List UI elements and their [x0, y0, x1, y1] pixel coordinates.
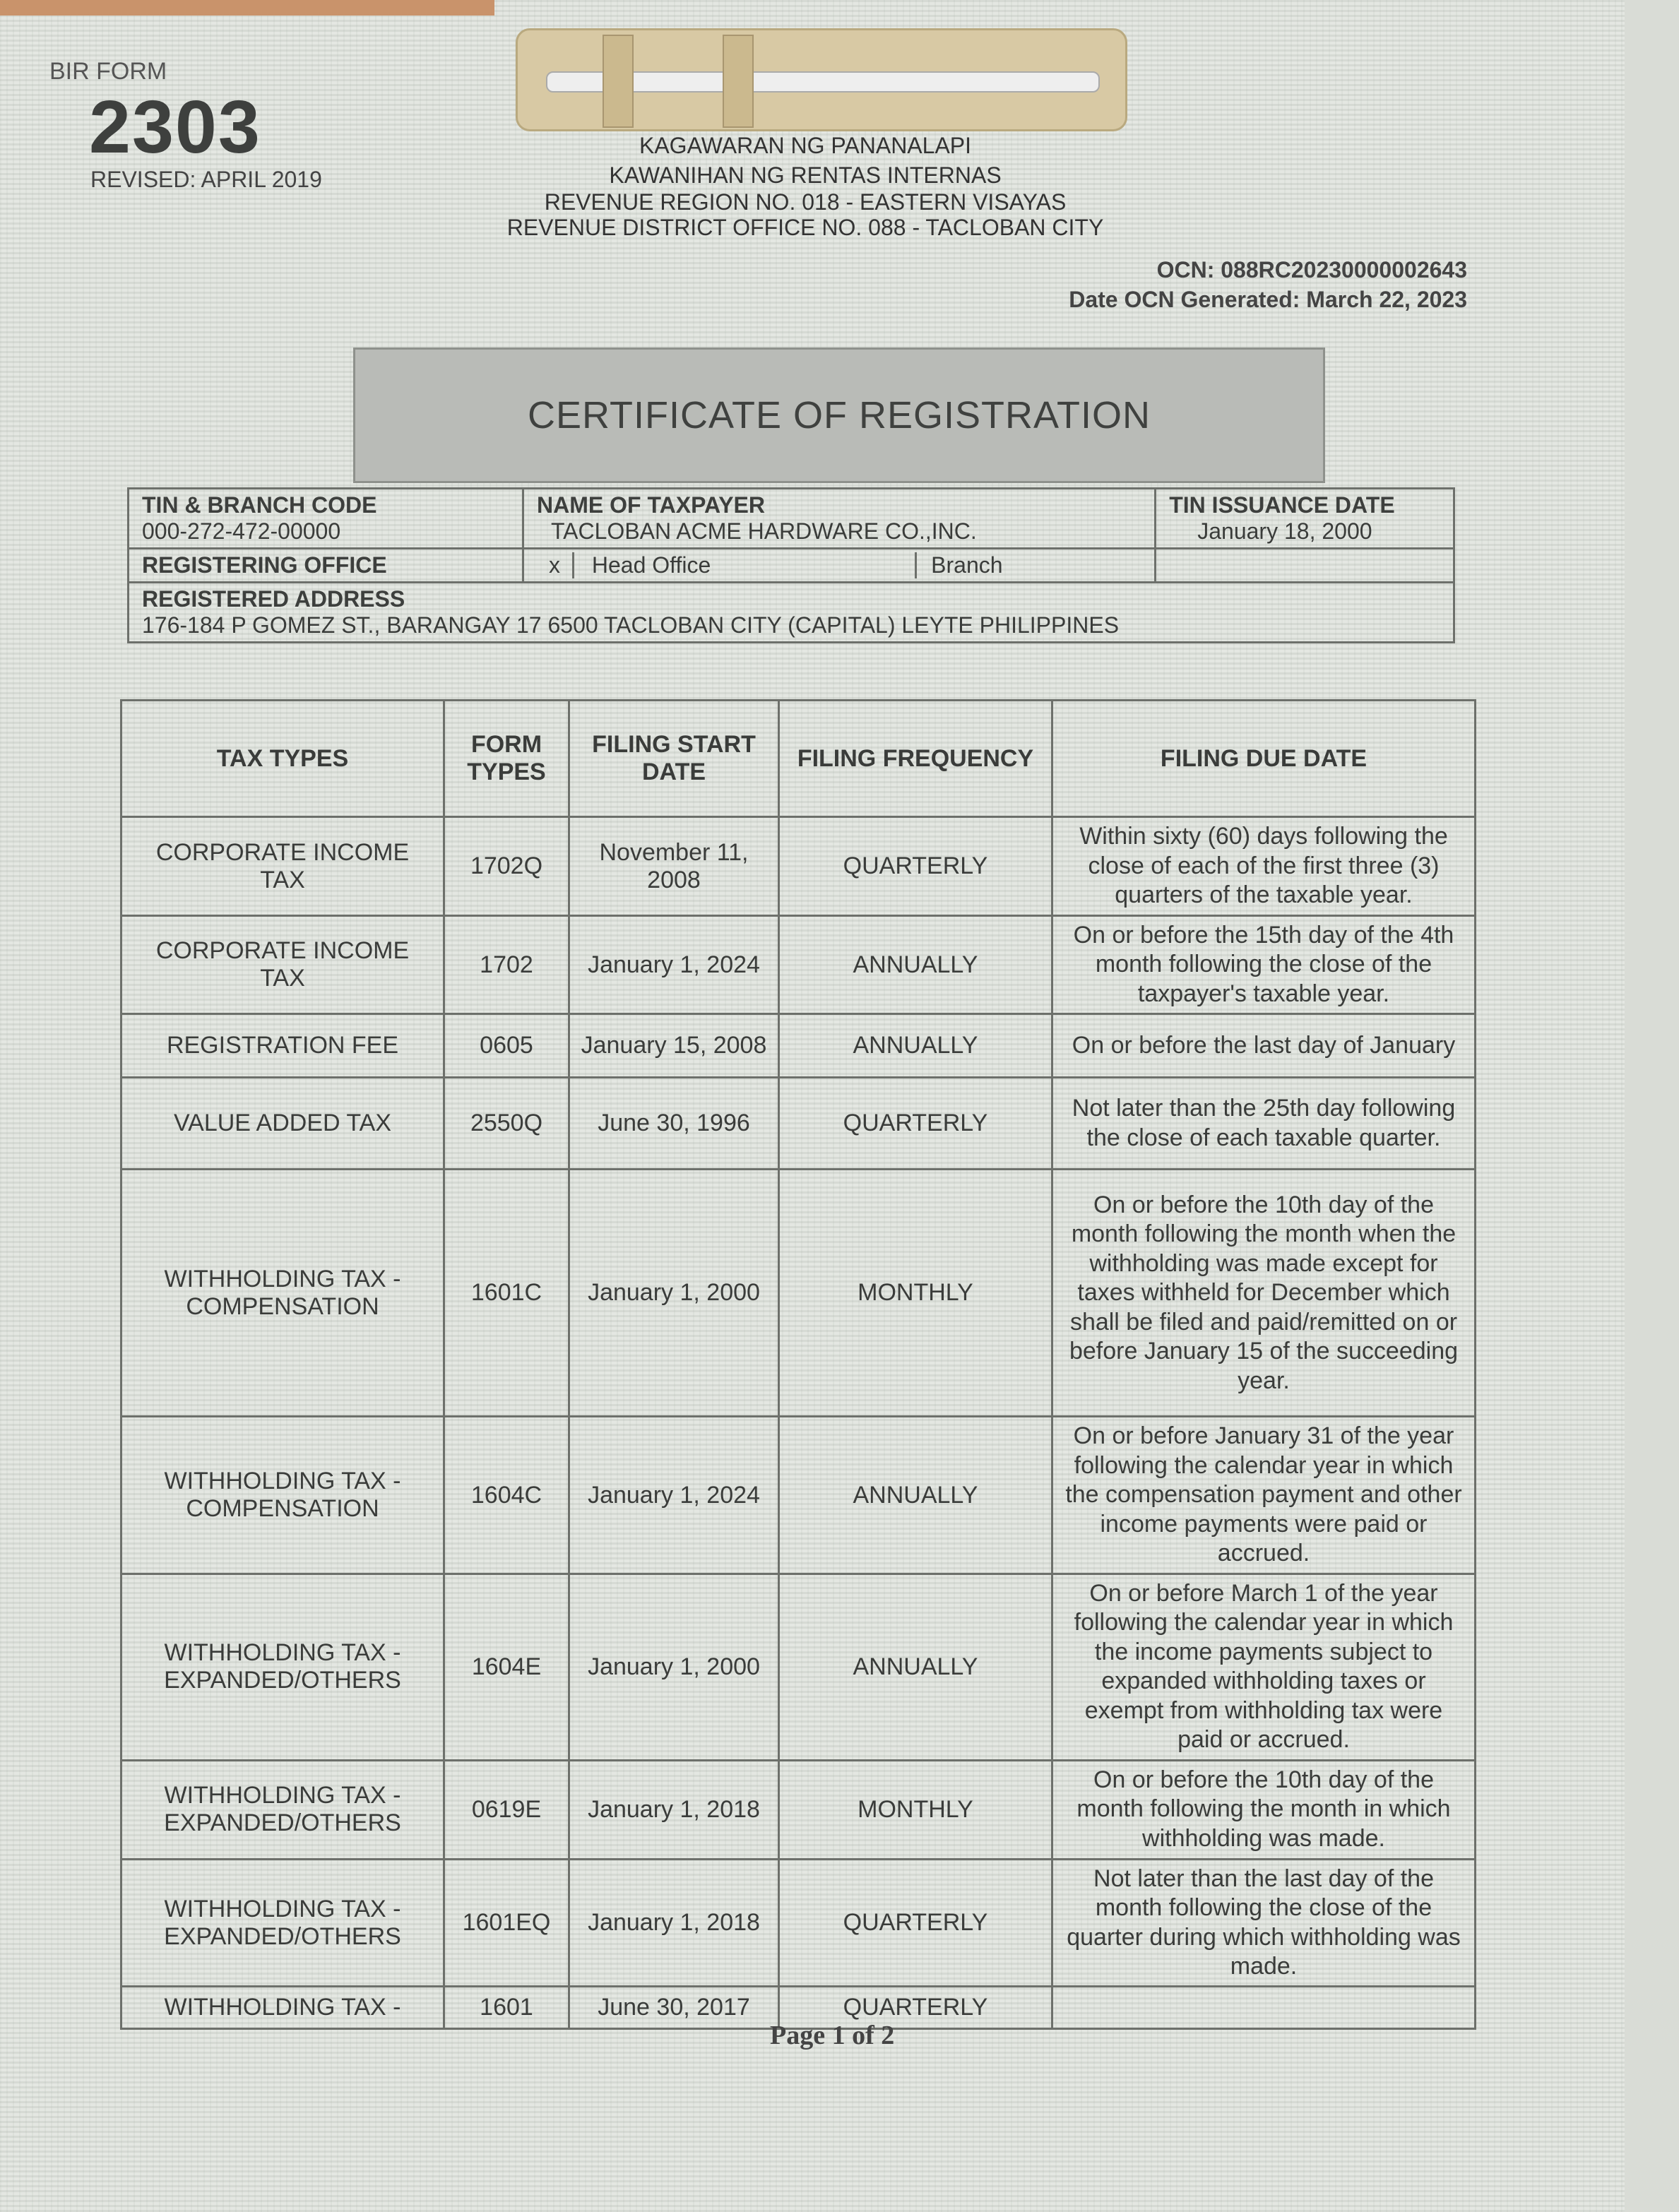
form-type-cell: 1604C	[444, 1417, 569, 1574]
table-row	[121, 817, 1476, 916]
taxpayer-name-value: TACLOBAN ACME HARDWARE CO.,INC.	[551, 518, 977, 544]
registering-office-label: REGISTERING OFFICE	[129, 549, 523, 583]
agency-line-3: REVENUE REGION NO. 018 - EASTERN VISAYAS	[544, 189, 1067, 215]
tax-type-cell: CORPORATE INCOME TAX	[121, 916, 444, 1014]
start-date-cell: January 1, 2000	[569, 1170, 779, 1417]
frequency-cell: ANNUALLY	[779, 1417, 1052, 1574]
binder-clip-post	[603, 35, 634, 128]
due-date-cell: Within sixty (60) days following the close of each of the first three (3) quarters of the taxable year.	[1052, 817, 1476, 916]
form-type-cell: 1604E	[444, 1574, 569, 1760]
frequency-cell: ANNUALLY	[779, 916, 1052, 1014]
binder-clip	[516, 28, 1127, 131]
tax-type-cell: WITHHOLDING TAX - EXPANDED/OTHERS	[121, 1574, 444, 1760]
start-date-cell: January 1, 2018	[569, 1760, 779, 1859]
ocn-number: OCN: 088RC20230000002643	[1156, 257, 1467, 283]
agency-line-2: KAWANIHAN NG RENTAS INTERNAS	[609, 162, 1002, 188]
tax-type-cell: WITHHOLDING TAX - COMPENSATION	[121, 1417, 444, 1574]
tax-type-cell: WITHHOLDING TAX - EXPANDED/OTHERS	[121, 1760, 444, 1859]
ocn-date: Date OCN Generated: March 22, 2023	[1069, 287, 1467, 312]
start-date-cell: June 30, 1996	[569, 1078, 779, 1170]
due-date-cell: On or before January 31 of the year following the calendar year in which the compensation payment and other income payments were paid or accrued.	[1052, 1417, 1476, 1574]
start-date-cell: January 1, 2000	[569, 1574, 779, 1760]
form-type-cell: 1601	[444, 1987, 569, 2029]
head-office-mark: x	[537, 552, 574, 578]
binder-clip-post	[723, 35, 754, 128]
form-label: BIR FORM	[49, 58, 167, 85]
form-number: 2303	[89, 85, 261, 169]
start-date-cell: January 1, 2024	[569, 916, 779, 1014]
tax-type-cell: REGISTRATION FEE	[121, 1014, 444, 1078]
page-number: Page 1 of 2	[770, 2021, 895, 2050]
taxpayer-name-cell	[523, 489, 1156, 549]
issuance-label: TIN ISSUANCE DATE	[1169, 492, 1395, 518]
revised-date: REVISED: APRIL 2019	[90, 167, 322, 192]
form-type-cell: 1702	[444, 916, 569, 1014]
table-row	[121, 1760, 1476, 1859]
due-date-cell: On or before the 10th day of the month following the month when the withholding was made except for taxes withheld for December which shall be filed and paid/remitted on or before January 15 of the succeeding year.	[1052, 1170, 1476, 1417]
form-type-cell: 0619E	[444, 1760, 569, 1859]
frequency-cell: ANNUALLY	[779, 1014, 1052, 1078]
address-value: 176-184 P GOMEZ ST., BARANGAY 17 6500 TACLOBAN CITY (CAPITAL) LEYTE PHILIPPINES	[142, 612, 1120, 638]
table-row	[121, 1078, 1476, 1170]
tax-type-cell: CORPORATE INCOME TAX	[121, 817, 444, 916]
header-filing-frequency: FILING FREQUENCY	[779, 701, 1052, 817]
head-office-label: Head Office	[591, 552, 711, 578]
header-tax-types: TAX TYPES	[121, 701, 444, 817]
frequency-cell: QUARTERLY	[779, 1078, 1052, 1170]
table-row	[121, 1170, 1476, 1417]
frequency-cell: QUARTERLY	[779, 1987, 1052, 2029]
address-cell	[129, 583, 1454, 643]
issuance-value: January 18, 2000	[1197, 518, 1372, 544]
form-type-cell: 1601EQ	[444, 1859, 569, 1987]
tin-value: 000-272-472-00000	[142, 518, 341, 544]
table-row	[121, 916, 1476, 1014]
taxpayer-info-table	[127, 487, 1455, 643]
address-label: REGISTERED ADDRESS	[142, 586, 405, 612]
due-date-cell: Not later than the last day of the month following the close of the quarter during which withholding was made.	[1052, 1859, 1476, 1987]
due-date-cell: On or before March 1 of the year following the calendar year in which the income payments subject to expanded withholding taxes or exempt from withholding tax were paid or accrued.	[1052, 1574, 1476, 1760]
header-filing-due: FILING DUE DATE	[1052, 701, 1476, 817]
taxpayer-name-label: NAME OF TAXPAYER	[537, 492, 765, 518]
tax-type-cell: WITHHOLDING TAX -	[121, 1987, 444, 2029]
tax-types-table	[120, 699, 1476, 2030]
form-type-cell: 1601C	[444, 1170, 569, 1417]
start-date-cell: November 11, 2008	[569, 817, 779, 916]
table-row	[121, 1417, 1476, 1574]
tax-type-cell: VALUE ADDED TAX	[121, 1078, 444, 1170]
torn-paper-edge	[0, 0, 494, 16]
frequency-cell: MONTHLY	[779, 1170, 1052, 1417]
tax-type-cell: WITHHOLDING TAX - COMPENSATION	[121, 1170, 444, 1417]
start-date-cell: January 1, 2024	[569, 1417, 779, 1574]
due-date-cell: On or before the last day of January	[1052, 1014, 1476, 1078]
form-type-cell: 0605	[444, 1014, 569, 1078]
tin-label: TIN & BRANCH CODE	[142, 492, 377, 518]
table-row	[121, 1859, 1476, 1987]
tax-type-cell: WITHHOLDING TAX - EXPANDED/OTHERS	[121, 1859, 444, 1987]
document-title: CERTIFICATE OF REGISTRATION	[353, 347, 1325, 483]
start-date-cell: January 15, 2008	[569, 1014, 779, 1078]
start-date-cell: January 1, 2018	[569, 1859, 779, 1987]
start-date-cell: June 30, 2017	[569, 1987, 779, 2029]
header-form-types: FORM TYPES	[444, 701, 569, 817]
table-row	[121, 1574, 1476, 1760]
due-date-cell	[1052, 1987, 1476, 2029]
form-type-cell: 1702Q	[444, 817, 569, 916]
due-date-cell: On or before the 15th day of the 4th month following the close of the taxpayer's taxable year.	[1052, 916, 1476, 1014]
table-row	[121, 1014, 1476, 1078]
frequency-cell: MONTHLY	[779, 1760, 1052, 1859]
frequency-cell: ANNUALLY	[779, 1574, 1052, 1760]
office-type-cell	[523, 549, 1156, 583]
form-type-cell: 2550Q	[444, 1078, 569, 1170]
header-filing-start: FILING START DATE	[569, 701, 779, 817]
agency-line-4: REVENUE DISTRICT OFFICE NO. 088 - TACLOBAN CITY	[506, 215, 1104, 240]
frequency-cell: QUARTERLY	[779, 817, 1052, 916]
due-date-cell: On or before the 10th day of the month following the month in which withholding was made.	[1052, 1760, 1476, 1859]
agency-line-1: KAGAWARAN NG PANANALAPI	[639, 133, 972, 158]
frequency-cell: QUARTERLY	[779, 1859, 1052, 1987]
issuance-cell	[1156, 489, 1454, 549]
branch-label: Branch	[915, 552, 1002, 578]
due-date-cell: Not later than the 25th day following the close of each taxable quarter.	[1052, 1078, 1476, 1170]
tin-cell	[129, 489, 523, 549]
